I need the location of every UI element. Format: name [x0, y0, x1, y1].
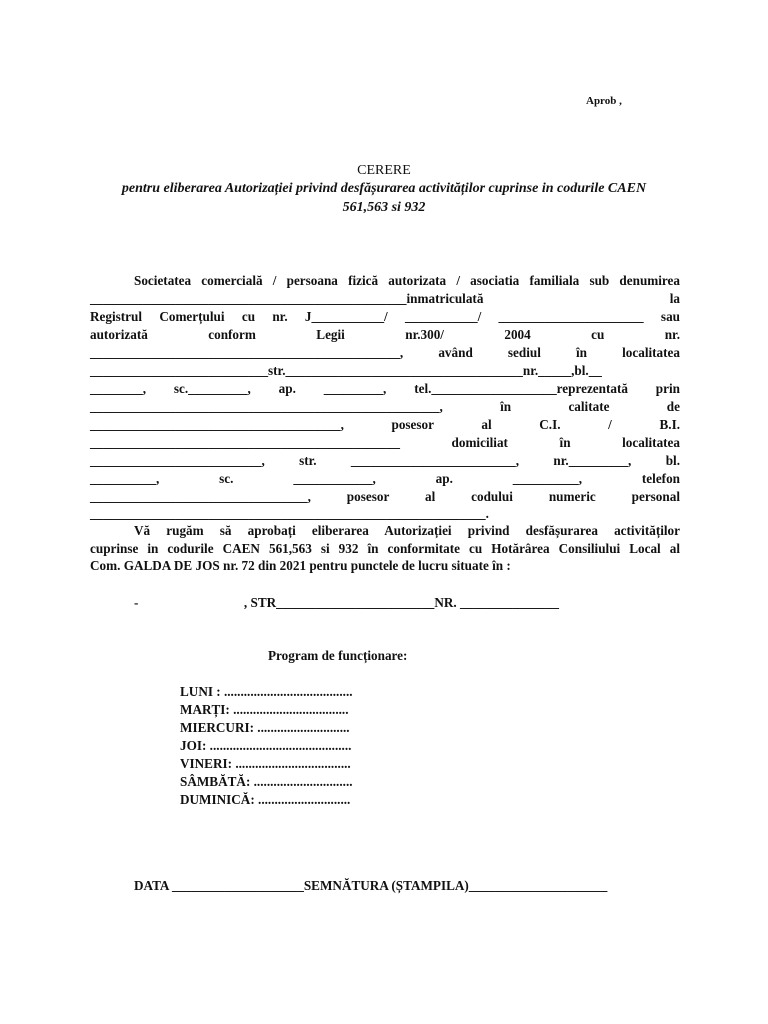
program-day-vineri: VINERI: ................................... — [180, 756, 351, 771]
form-line-3: autorizată conform Legii nr.300/ 2004 cu nr. — [90, 327, 680, 342]
document-subtitle-line1: pentru eliberarea Autorizației privind desfășurarea activităților cuprinse in codurile CAEN — [121, 181, 647, 196]
program-day-joi: JOI: ........................................... — [180, 738, 352, 753]
program-day-duminica: DUMINICĂ: ............................ — [180, 792, 351, 807]
program-day-sambata: SÂMBĂTĂ: .............................. — [180, 774, 353, 789]
request-line-3: Com. GALDA DE JOS nr. 72 din 2021 pentru punctele de lucru situate în : — [90, 558, 511, 573]
request-line-1: Vă rugăm să aprobați eliberarea Autorizației privind desfășurarea activităților — [134, 523, 680, 538]
program-title: Program de funcționare: — [268, 648, 408, 663]
form-line-13: ____________________________________________________________. — [90, 506, 489, 521]
form-line-10: __________________________, str. _________________________, nr._________, bl. — [90, 453, 680, 468]
form-line-2: Registrul Comerțului cu nr. J___________/ ___________/ ______________________ sau — [90, 309, 680, 324]
form-line-8: ______________________________________, posesor al C.I. / B.I. — [90, 417, 680, 432]
form-line-4: _______________________________________________, având sediul în localitatea — [90, 345, 680, 360]
form-line-12: _________________________________, posesor al codului numeric personal — [90, 489, 680, 504]
document-subtitle-line2: 561,563 si 932 — [342, 200, 426, 215]
program-day-miercuri: MIERCURI: ............................ — [180, 720, 350, 735]
request-line-2: cuprinse in codurile CAEN 561,563 si 932 în conformitate cu Hotărârea Consiliului Local al — [90, 541, 680, 556]
form-line-5: ___________________________str.____________________________________nr._____,bl.__ — [90, 363, 602, 378]
signature-line: DATA ____________________SEMNĂTURA (ȘTAMPILA)_____________________ — [134, 878, 608, 893]
program-day-marti: MARȚI: ................................... — [180, 702, 349, 717]
form-line-11: __________, sc. ____________, ap. __________, telefon — [90, 471, 680, 486]
location-line: - , STR________________________NR. _______________ — [134, 595, 559, 610]
form-line-0: Societatea comercială / persoana fizică autorizata / asociatia familiala sub denumirea — [134, 273, 680, 288]
program-day-luni: LUNI : ....................................... — [180, 684, 353, 699]
approve-label: Aprob , — [586, 95, 622, 107]
form-line-7: _____________________________________________________, în calitate de — [90, 399, 680, 414]
form-line-1: ________________________________________________inmatriculată la — [90, 291, 680, 306]
document-title: CERERE — [357, 163, 411, 178]
form-line-9: _______________________________________________ domiciliat în localitatea — [90, 435, 680, 450]
form-line-6: ________, sc._________, ap. _________, tel.___________________reprezentată prin — [90, 381, 680, 396]
